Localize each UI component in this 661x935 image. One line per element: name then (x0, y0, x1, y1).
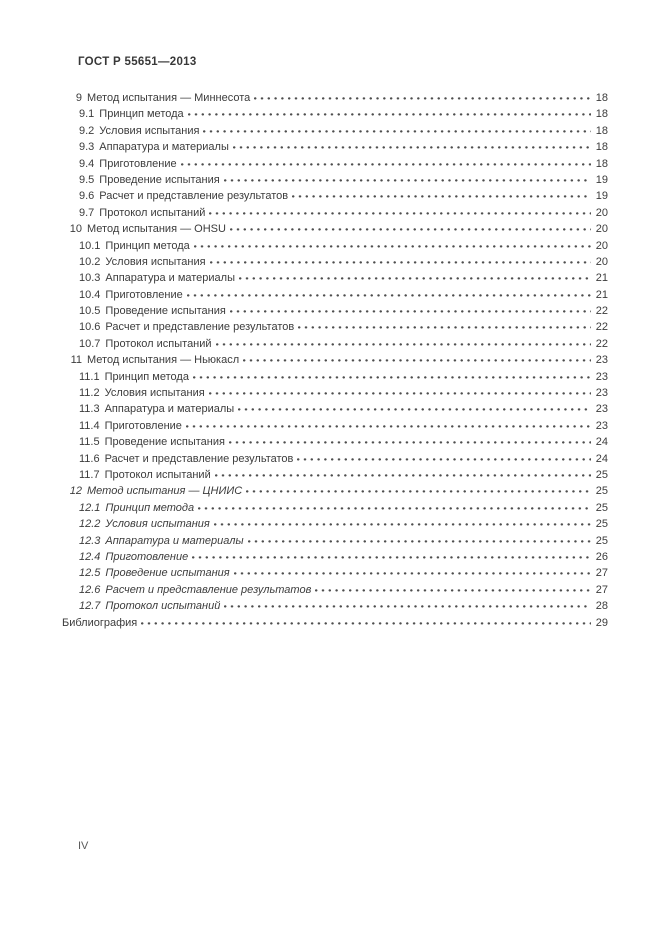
toc-entry-number: 12.4 (79, 550, 101, 563)
toc-entry-label: Аппаратура и материалы (105, 272, 235, 285)
toc-entry-number: 9.4 (79, 157, 95, 170)
page-number-footer: IV (78, 840, 89, 852)
toc-entry-label: Приготовление (99, 157, 177, 170)
toc-entry (62, 516, 608, 532)
toc-entry-label: Библиография (62, 616, 138, 629)
toc-entry-number: 10.3 (79, 272, 101, 285)
toc-entry-label: Метод испытания — ЦНИИС (87, 485, 243, 498)
toc-entry-label: Протокол испытаний (104, 468, 211, 481)
toc-entry-page-number: 18 (595, 157, 608, 170)
toc-entry-page-number: 24 (595, 452, 608, 465)
toc-entry-label: Принцип метода (105, 239, 190, 252)
toc-entry (62, 549, 608, 565)
toc-entry (62, 533, 608, 549)
dot-leader (234, 565, 591, 576)
toc-entry-number: 12.7 (79, 600, 101, 613)
toc-entry-label: Расчет и представление результатов (99, 190, 289, 203)
dot-leader (239, 270, 591, 281)
dot-leader (298, 319, 591, 330)
toc-entry-label: Условия испытания (105, 518, 210, 531)
toc-entry-page-number: 22 (595, 337, 608, 350)
toc-entry-label: Приготовление (105, 288, 183, 301)
toc-entry-page-number: 23 (595, 403, 608, 416)
toc-entry-number: 9.2 (79, 124, 95, 137)
toc-entry-number: 11.6 (79, 452, 100, 465)
dot-leader (187, 287, 591, 298)
toc-entry (62, 123, 608, 139)
toc-entry-label: Приготовление (104, 419, 182, 432)
table-of-contents (62, 90, 608, 631)
toc-entry-page-number: 29 (595, 616, 608, 629)
dot-leader (194, 238, 591, 249)
toc-entry-label: Проведение испытания (99, 173, 220, 186)
toc-entry (62, 598, 608, 614)
toc-entry-page-number: 18 (595, 141, 608, 154)
toc-entry (62, 156, 608, 172)
toc-entry (62, 90, 608, 106)
toc-entry (62, 467, 608, 483)
toc-entry (62, 385, 608, 401)
toc-entry-page-number: 25 (595, 485, 608, 498)
toc-entry-page-number: 19 (595, 190, 608, 203)
toc-entry-number: 11.3 (79, 403, 100, 416)
dot-leader (216, 336, 591, 347)
toc-entry (62, 172, 608, 188)
toc-entry-number: 9.5 (79, 173, 95, 186)
toc-entry (62, 582, 608, 598)
toc-entry-page-number: 21 (595, 288, 608, 301)
toc-entry-page-number: 26 (595, 550, 608, 563)
dot-leader (230, 303, 591, 314)
dot-leader (315, 582, 591, 593)
toc-entry (62, 238, 608, 254)
toc-entry-page-number: 27 (595, 567, 608, 580)
toc-entry-number: 12.5 (79, 567, 101, 580)
dot-leader (254, 90, 591, 101)
dot-leader (181, 156, 591, 167)
dot-leader (224, 172, 591, 183)
dot-leader (198, 500, 591, 511)
toc-entry-label: Расчет и представление результатов (104, 452, 294, 465)
toc-entry (62, 303, 608, 319)
toc-entry-number: 12.1 (79, 501, 101, 514)
toc-entry-page-number: 25 (595, 468, 608, 481)
toc-entry-page-number: 18 (595, 92, 608, 104)
toc-entry-label: Принцип метода (99, 108, 184, 121)
toc-entry-label: Протокол испытаний (105, 600, 221, 613)
dot-leader (141, 615, 591, 626)
toc-entry (62, 352, 608, 368)
dot-leader (193, 369, 591, 380)
dot-leader (209, 205, 591, 216)
toc-entry (62, 483, 608, 499)
toc-entry-number: 9.3 (79, 141, 95, 154)
toc-entry-page-number: 24 (595, 436, 608, 449)
toc-entry-number: 10.5 (79, 305, 101, 318)
toc-entry-page-number: 20 (595, 255, 608, 268)
toc-entry-label: Расчет и представление результатов (105, 321, 295, 334)
dot-leader (230, 221, 591, 232)
dot-leader (203, 123, 591, 134)
toc-entry-number: 12 (69, 485, 82, 498)
toc-entry-page-number: 23 (595, 419, 608, 432)
dot-leader (214, 516, 591, 527)
toc-entry-label: Расчет и представление результатов (105, 583, 312, 596)
toc-entry (62, 188, 608, 204)
dot-leader (188, 106, 591, 117)
toc-entry-number: 10.2 (79, 255, 101, 268)
toc-entry-number: 11 (70, 354, 82, 367)
toc-entry-page-number: 23 (595, 354, 608, 367)
toc-entry (62, 401, 608, 417)
toc-entry-label: Метод испытания — OHSU (87, 223, 226, 236)
toc-entry (62, 106, 608, 122)
toc-entry-number: 11.5 (79, 436, 100, 449)
toc-entry-page-number: 21 (595, 272, 608, 285)
toc-entry (62, 369, 608, 385)
toc-entry (62, 205, 608, 221)
dot-leader (233, 139, 591, 150)
toc-entry-page-number: 20 (595, 223, 608, 236)
toc-entry-label: Условия испытания (99, 124, 200, 137)
toc-entry-label: Протокол испытаний (99, 206, 206, 219)
toc-entry-number: 12.6 (79, 583, 101, 596)
toc-entry-page-number: 22 (595, 305, 608, 318)
toc-entry-number: 9.7 (79, 206, 95, 219)
dot-leader (210, 254, 591, 265)
toc-entry-label: Приготовление (105, 550, 189, 563)
dot-leader (209, 385, 591, 396)
dot-leader (215, 467, 591, 478)
toc-entry-page-number: 20 (595, 206, 608, 219)
toc-entry-page-number: 23 (595, 370, 608, 383)
toc-entry-page-number: 18 (595, 108, 608, 121)
dot-leader (224, 598, 591, 609)
toc-entry-label: Принцип метода (104, 370, 189, 383)
dot-leader (246, 483, 591, 494)
toc-entry-number: 12.3 (79, 534, 101, 547)
toc-entry-label: Аппаратура и материалы (104, 403, 235, 416)
toc-entry-label: Метод испытания — Миннесота (87, 92, 251, 104)
toc-entry-page-number: 22 (595, 321, 608, 334)
toc-entry (62, 336, 608, 352)
toc-entry-label: Аппаратура и материалы (99, 141, 229, 154)
toc-entry (62, 565, 608, 581)
document-title: ГОСТ Р 55651—2013 (78, 56, 197, 68)
toc-entry-label: Аппаратура и материалы (105, 534, 244, 547)
toc-entry-label: Проведение испытания (104, 436, 225, 449)
dot-leader (292, 188, 591, 199)
toc-entry (62, 139, 608, 155)
toc-entry-number: 10.6 (79, 321, 101, 334)
toc-entry-number: 9.1 (79, 108, 95, 121)
toc-entry-page-number: 23 (595, 387, 608, 400)
toc-entry (62, 434, 608, 450)
toc-entry (62, 418, 608, 434)
toc-entry-page-number: 20 (595, 239, 608, 252)
toc-entry-number: 11.4 (79, 419, 100, 432)
toc-entry-number: 10.1 (79, 239, 101, 252)
toc-entry-page-number: 25 (595, 501, 608, 514)
toc-entry (62, 270, 608, 286)
dot-leader (192, 549, 591, 560)
dot-leader (229, 434, 591, 445)
toc-entry-number: 11.2 (79, 387, 100, 400)
toc-entry-label: Проведение испытания (105, 305, 226, 318)
toc-entry-number: 9 (75, 92, 82, 104)
toc-entry-label: Протокол испытаний (105, 337, 212, 350)
toc-entry-number: 10.4 (79, 288, 101, 301)
toc-entry (62, 221, 608, 237)
toc-entry-label: Условия испытания (104, 387, 205, 400)
toc-entry-number: 11.1 (79, 370, 100, 383)
toc-entry (62, 500, 608, 516)
toc-entry-page-number: 25 (595, 534, 608, 547)
toc-entry-number: 9.6 (79, 190, 95, 203)
toc-entry-page-number: 27 (595, 583, 608, 596)
toc-entry-label: Принцип метода (105, 501, 195, 514)
dot-leader (186, 418, 591, 429)
dot-leader (248, 533, 591, 544)
toc-entry (62, 319, 608, 335)
toc-entry-label: Условия испытания (105, 255, 206, 268)
toc-entry-page-number: 18 (595, 124, 608, 137)
toc-entry-number: 11.7 (79, 468, 100, 481)
toc-entry-label: Проведение испытания (105, 567, 230, 580)
toc-entry-page-number: 25 (595, 518, 608, 531)
dot-leader (243, 352, 591, 363)
toc-entry-page-number: 28 (595, 600, 608, 613)
toc-entry (62, 451, 608, 467)
toc-entry-label: Метод испытания — Ньюкасл (87, 354, 240, 367)
toc-entry-number: 10 (69, 223, 82, 236)
toc-entry (62, 287, 608, 303)
toc-entry (62, 615, 608, 631)
toc-entry-page-number: 19 (595, 173, 608, 186)
toc-entry-number: 10.7 (79, 337, 101, 350)
dot-leader (297, 451, 591, 462)
dot-leader (238, 401, 591, 412)
toc-entry (62, 254, 608, 270)
toc-entry-number: 12.2 (79, 518, 101, 531)
